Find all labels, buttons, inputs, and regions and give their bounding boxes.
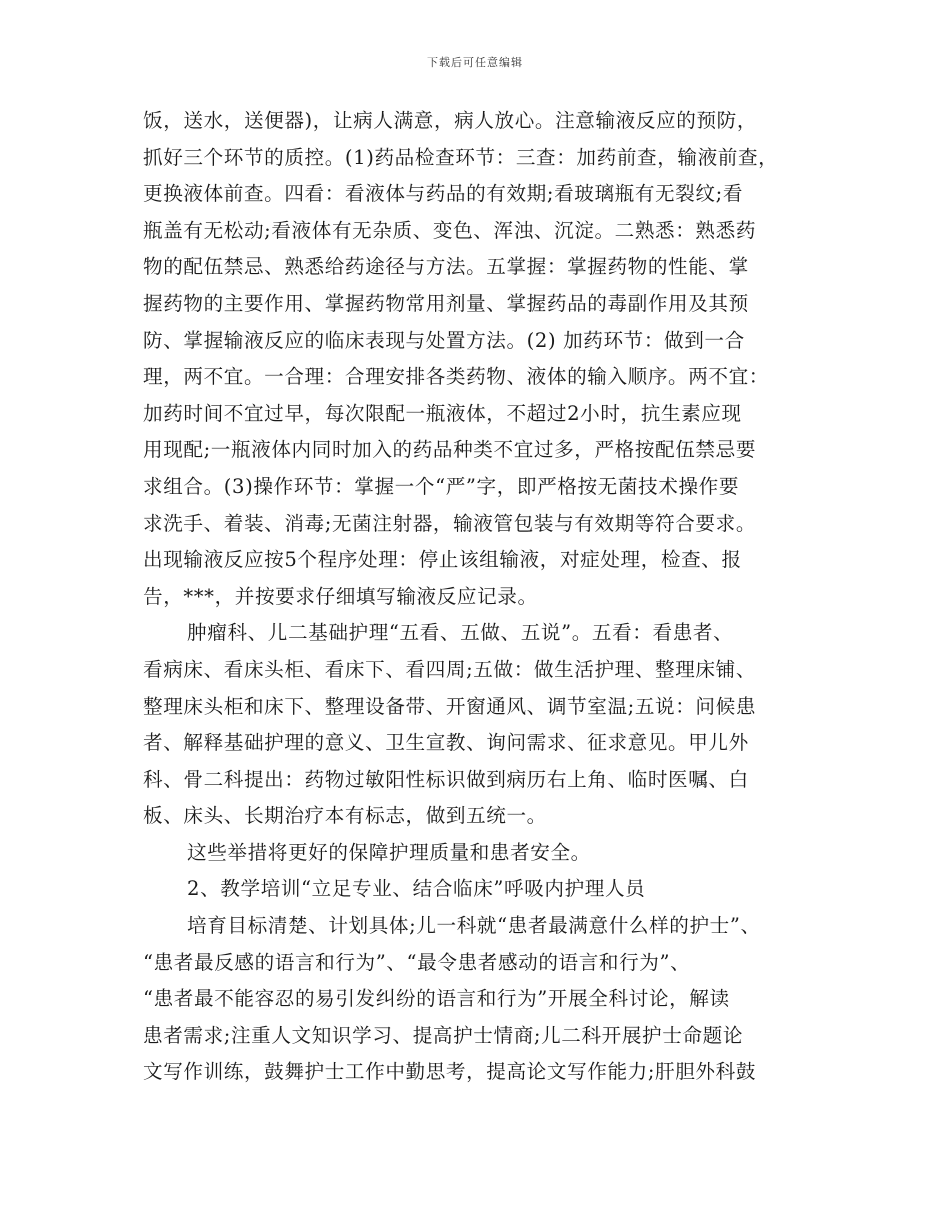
text-line: 加药时间不宜过早，每次限配一瓶液体，不超过2小时，抗生素应现 <box>143 401 742 425</box>
text-line: 用现配;一瓶液体内同时加入的药品种类不宜过多，严格按配伍禁忌要 <box>143 438 757 462</box>
text-line: 求组合。(3)操作环节：掌握一个“严”字，即严格按无菌技术操作要 <box>143 474 740 498</box>
text-line: 肿瘤科、儿二基础护理“五看、五做、五说”。五看：看患者、 <box>187 621 734 645</box>
text-line: 告，***，并按要求仔细填写输液反应记录。 <box>143 584 538 608</box>
text-line: 出现输液反应按5个程序处理：停止该组输液，对症处理，检查、报 <box>143 548 742 572</box>
text-line: 饭，送水，送便器)，让病人满意，病人放心。注意输液反应的预防， <box>143 109 758 132</box>
text-line: 2、教学培训“立足专业、结合临床”呼吸内护理人员 <box>187 877 646 901</box>
text-line: 求洗手、着装、消毒;无菌注射器，输液管包装与有效期等符合要求。 <box>143 511 757 535</box>
text-line: 抓好三个环节的质控。(1)药品检查环节：三查：加药前查，输液前查， <box>143 145 779 169</box>
text-line: 看病床、看床头柜、看床下、看四周;五做：做生活护理、整理床铺、 <box>143 657 757 681</box>
text-line: 文写作训练，鼓舞护士工作中勤思考，提高论文写作能力;肝胆外科鼓 <box>143 1060 757 1084</box>
text-line: 握药物的主要作用、掌握药物常用剂量、掌握药品的毒副作用及其预 <box>143 291 749 315</box>
text-line: 培育目标清楚、计划具体;儿一科就“患者最满意什么样的护士”、 <box>187 914 761 938</box>
text-line: 者、解释基础护理的意义、卫生宣教、询问需求、征求意见。甲儿外 <box>143 731 749 755</box>
text-line: 物的配伍禁忌、熟悉给药途径与方法。五掌握：掌握药物的性能、掌 <box>143 255 749 279</box>
text-line: 瓶盖有无松动;看液体有无杂质、变色、浑浊、沉淀。二熟悉：熟悉药 <box>143 218 757 242</box>
text-line: 板、床头、长期治疗本有标志，做到五统一。 <box>143 804 547 828</box>
text-line: 科、骨二科提出：药物过敏阳性标识做到病历右上角、临时医嘱、白 <box>143 767 749 791</box>
text-line: 理，两不宜。一合理：合理安排各类药物、液体的输入顺序。两不宜： <box>143 365 770 389</box>
text-line: “患者最不能容忍的易引发纠纷的语言和行为”开展全科讨论，解读 <box>143 987 730 1011</box>
text-line: “患者最反感的语言和行为”、“最令患者感动的语言和行为”、 <box>143 950 691 974</box>
text-line: 防、掌握输液反应的临床表现与处置方法。(2) 加药环节：做到一合 <box>143 328 745 352</box>
text-line: 这些举措将更好的保障护理质量和患者安全。 <box>187 840 591 864</box>
page-header: 下载后可任意编辑 <box>427 56 523 69</box>
text-line: 更换液体前查。四看：看液体与药品的有效期;看玻璃瓶有无裂纹;看 <box>143 182 744 206</box>
document-body <box>143 103 813 1091</box>
text-line: 整理床头柜和床下、整理设备带、开窗通风、调节室温;五说：问候患 <box>143 694 757 718</box>
text-line: 患者需求;注重人文知识学习、提高护士情商;儿二科开展护士命题论 <box>143 1023 744 1047</box>
